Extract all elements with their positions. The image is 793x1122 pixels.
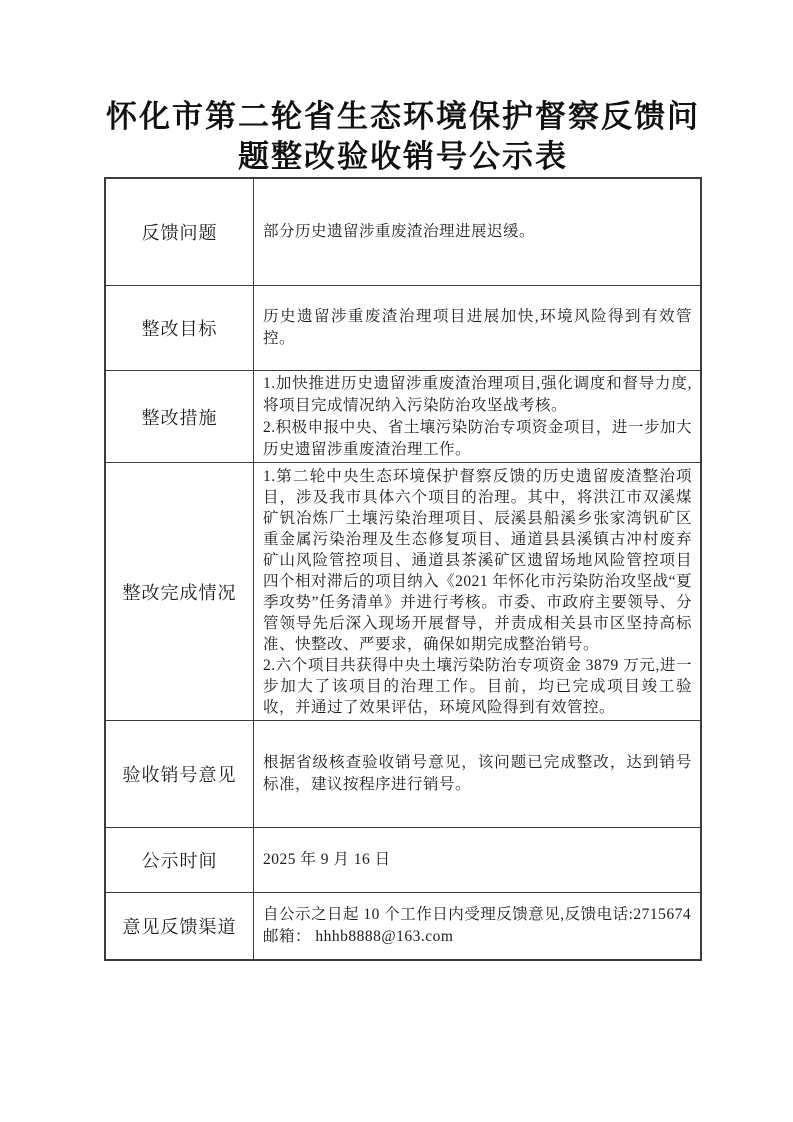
page-title-line-2: 题整改验收销号公示表 xyxy=(238,139,568,174)
content-line: 历史遗留涉重废渣治理项目进展加快,环境风险得到有效管控。 xyxy=(263,308,692,347)
row-label: 公示时间 xyxy=(106,828,254,892)
row-content xyxy=(254,893,700,959)
page-title-line-1: 怀化市第二轮省生态环境保护督察反馈问 xyxy=(106,99,700,134)
row-label: 整改措施 xyxy=(106,371,254,462)
row-content xyxy=(254,286,700,370)
content-line: 根据省级核查验收销号意见，该问题已完成整改，达到销号标准，建议按程序进行销号。 xyxy=(263,754,692,793)
table-row xyxy=(106,463,700,721)
row-label: 整改完成情况 xyxy=(106,463,254,720)
content-line: 2.积极申报中央、省土壤污染防治专项资金项目，进一步加大历史遗留涉重废渣治理工作。 xyxy=(263,418,692,458)
row-content xyxy=(254,828,700,892)
content-line: 2.六个项目共获得中央土壤污染防治专项资金 3879 万元,进一步加大了该项目的治理工作。目前，均已完成项目竣工验收，并通过了效果评估，环境风险得到有效管控。 xyxy=(263,657,692,716)
content-line: 1.第二轮中央生态环境保护督察反馈的历史遗留废渣整治项目，涉及我市具体六个项目的治理。其中，将洪江市双溪煤矿钒冶炼厂土壤污染治理项目、辰溪县船溪乡张家湾钒矿区重金属污染治理及生态修复项目、通道县县溪镇古冲村废弃矿山风险管控项目、通道县茶溪矿区遗留场地风险管控项目四个相对滞后的项目纳入《2021 年怀化市污染防治攻坚战“夏季攻势”任务清单》并进行考核。市委、市政府主要领导、分管领导先后深入现场开展督导，并责成相关县市区坚持高标准、快整改、严要求，确保如期完成整治销号。 xyxy=(263,468,692,653)
content-line: 1.加快推进历史遗留涉重废渣治理项目,强化调度和督导力度,将项目完成情况纳入污染防治攻坚战考核。 xyxy=(263,374,692,414)
content-line: 2025 年 9 月 16 日 xyxy=(263,851,391,868)
table-row xyxy=(106,179,700,286)
table-row xyxy=(106,286,700,371)
table-row xyxy=(106,371,700,463)
row-content xyxy=(254,371,700,462)
content-line: 自公示之日起 10 个工作日内受理反馈意见,反馈电话:2715674 xyxy=(263,906,692,923)
content-line: 邮箱： hhhb8888@163.com xyxy=(263,928,454,945)
row-content xyxy=(254,721,700,827)
content-line: 部分历史遗留涉重废渣治理进展迟缓。 xyxy=(263,223,536,240)
row-content xyxy=(254,463,700,720)
row-label: 反馈问题 xyxy=(106,179,254,285)
table-row xyxy=(106,828,700,893)
table-row xyxy=(106,721,700,828)
page-title xyxy=(104,97,702,177)
notice-table xyxy=(104,177,702,961)
table-row xyxy=(106,893,700,959)
row-label: 验收销号意见 xyxy=(106,721,254,827)
row-label: 整改目标 xyxy=(106,286,254,370)
row-label: 意见反馈渠道 xyxy=(106,893,254,959)
row-content xyxy=(254,179,700,285)
